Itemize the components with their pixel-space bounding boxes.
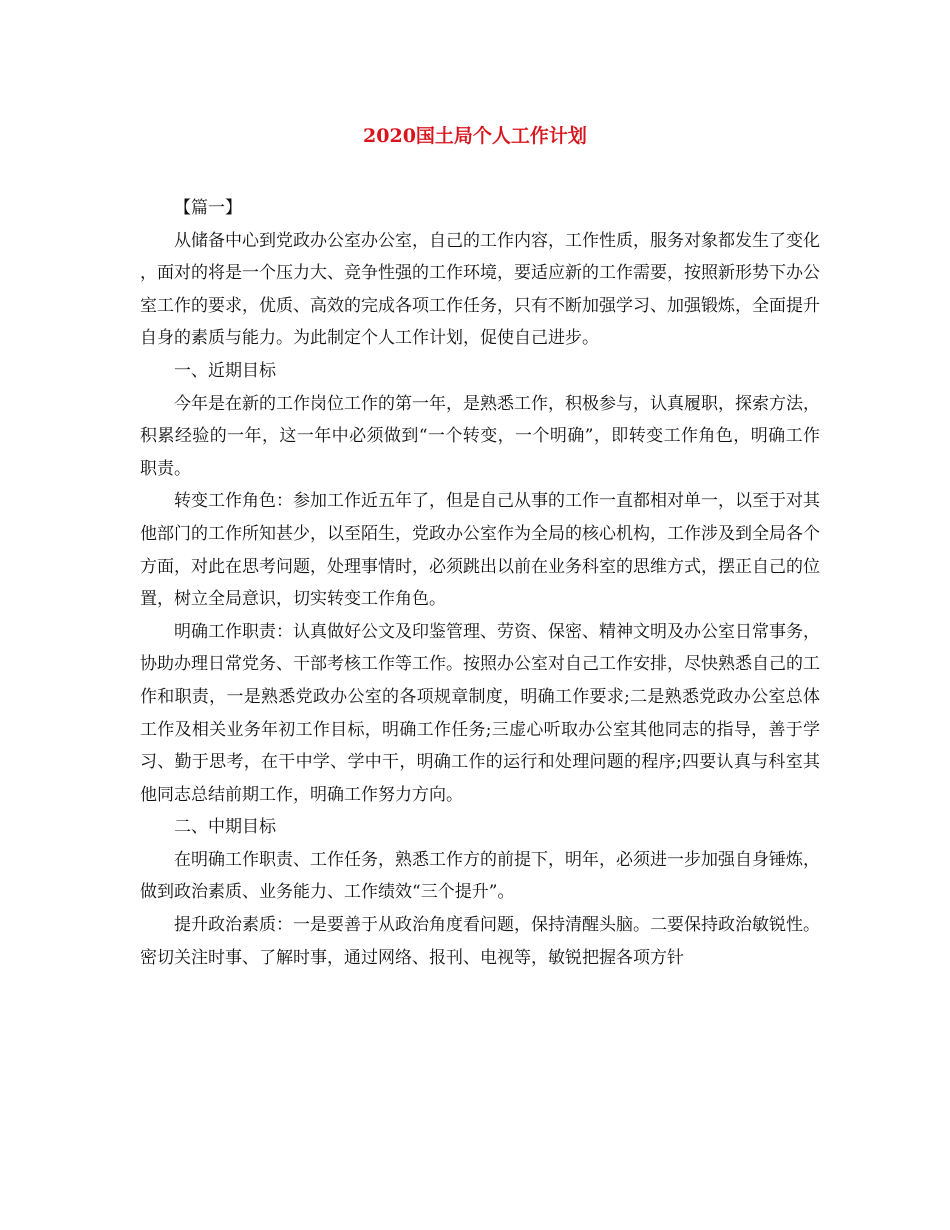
document-title: 2020国土局个人工作计划: [363, 125, 587, 147]
section-label-part-one: 【篇一】: [174, 198, 242, 218]
paragraph-three-improvements: 在明确工作职责、工作任务，熟悉工作方的前提下，明年，必须进一步加强自身锤炼，做到政治素质、业务能力、工作绩效“三个提升”。: [140, 849, 820, 903]
paragraph-intro: 从储备中心到党政办公室办公室，自己的工作内容，工作性质，服务对象都发生了变化，面对的将是一个压力大、竞争性强的工作环境，要适应新的工作需要，按照新形势下办公室工作的要求，优质、高效的完成各项工作任务，只有不断加强学习、加强锻炼，全面提升自身的素质与能力。为此制定个人工作计划，促使自己进步。: [140, 230, 820, 349]
heading-mid-term-goals: 二、中期目标: [174, 817, 276, 838]
paragraph-job-duties: 明确工作职责：认真做好公文及印鉴管理、劳资、保密、精神文明及办公室日常事务，协助办理日常党务、干部考核工作等工作。按照办公室对自己工作安排，尽快熟悉自己的工作和职责，一是熟悉党政办公室的各项规章制度，明确工作要求;二是熟悉党政办公室总体工作及相关业务年初工作目标，明确工作任务;三虚心听取办公室其他同志的指导，善于学习、勤于思考，在干中学、学中干，明确工作的运行和处理问题的程序;四要认真与科室其他同志总结前期工作，明确工作努力方向。: [140, 621, 820, 805]
paragraph-political-quality: 提升政治素质：一是要善于从政治角度看问题，保持清醒头脑。二要保持政治敏锐性。密切关注时事、了解时事，通过网络、报刊、电视等，敏锐把握各项方针: [140, 915, 820, 968]
document-body: [140, 192, 820, 974]
paragraph-first-year: 今年是在新的工作岗位工作的第一年，是熟悉工作，积极参与，认真履职，探索方法，积累经验的一年，这一年中必须做到“一个转变，一个明确”，即转变工作角色，明确工作职责。: [140, 393, 820, 479]
paragraph-role-change: 转变工作角色：参加工作近五年了，但是自己从事的工作一直都相对单一，以至于对其他部门的工作所知甚少，以至陌生，党政办公室作为全局的核心机构，工作涉及到全局各个方面，对此在思考问题，处理事情时，必须跳出以前在业务科室的思维方式，摆正自己的位置，树立全局意识，切实转变工作角色。: [140, 491, 820, 610]
heading-near-term-goals: 一、近期目标: [174, 360, 276, 381]
